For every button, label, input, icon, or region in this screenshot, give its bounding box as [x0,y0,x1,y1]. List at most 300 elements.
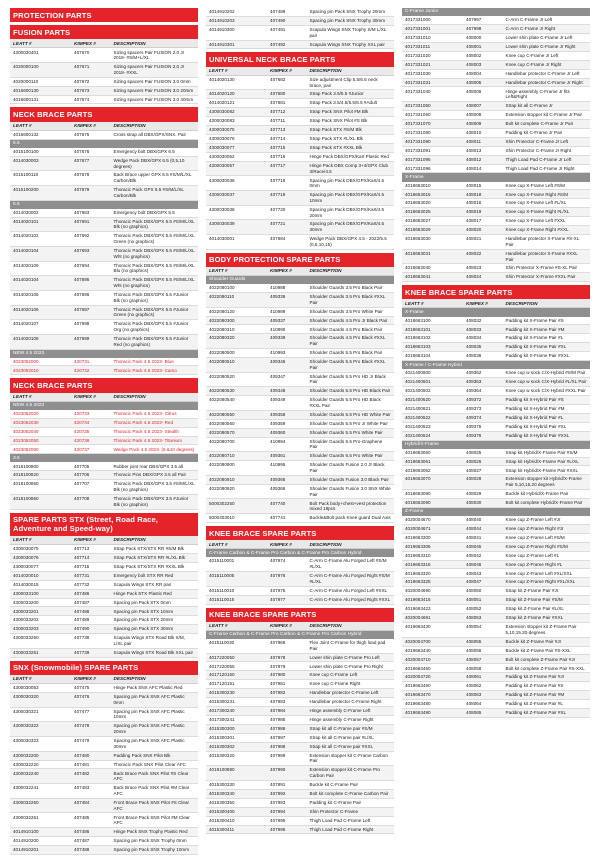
table-row [10,813,198,828]
leatt-cell: 4015110005 [209,573,235,579]
description-cell: Thigh Load Pad C-Frame Jr Right [505,165,575,171]
kimpex-cell: 407480 [74,752,90,758]
description-cell: Shoulder Guards 5.5 Pro Jr White Pair [309,420,388,426]
table-row [206,162,394,177]
table-row [206,26,394,41]
kimpex-cell: 408035 [466,344,482,350]
description-cell: Cross strap all DBX/GPX/SNX. Pair [113,131,186,137]
table-row [402,138,590,147]
table-row [402,16,590,25]
kimpex-cell: 407732 [74,581,90,587]
leatt-cell: 4022080530 [209,388,235,394]
kimpex-cell: 407714 [270,136,286,142]
description-cell: Spacing pin Pack SNX AFC Plastic 10mm [113,708,185,720]
leatt-cell: 4017331000 [405,17,431,23]
table-row [10,693,198,708]
kimpex-cell: 407976 [270,573,286,579]
kimpex-cell: 407974 [270,558,286,564]
kimpex-cell: 407992 [270,790,286,796]
leatt-cell: 4300033203 [13,626,39,632]
kimpex-cell: 407713 [270,127,286,133]
table-row [10,276,198,291]
kimpex-cell: 408006 [466,88,482,94]
description-cell: Thigh Load Pad C-Frame Left [309,817,371,823]
table-row [402,165,590,174]
description-cell: Shoulder Guards 5.5 Pro HD Black Pair [309,388,391,394]
leatt-cell: 4015300340 [209,790,235,796]
description-column-header: DESCRIPTION [113,676,146,682]
kimpex-cell: 408010 [466,129,482,135]
table-row [206,698,394,707]
kimpex-cell: 410989 [270,308,286,314]
table-row [206,420,394,429]
leatt-cell: 4300033250 [13,635,39,641]
kimpex-cell: 407982 [270,690,286,696]
leatt-cell: 4018663040 [405,265,431,271]
kimpex-cell: 407996 [270,826,286,832]
kimpex-cell: 407983 [270,699,286,705]
kimpex-cell: 409364 [466,388,482,394]
table-row [10,48,198,63]
kimpex-cell: 408002 [466,52,482,58]
kimpex-cell: 407492 [270,41,286,47]
kimpex-cell: 407486 [74,590,90,596]
kimpex-column-header: KIMPEX # [74,40,96,46]
table-row [10,366,198,375]
leatt-cell: 4015300411 [209,826,235,832]
leatt-column-header: LEATT # [209,68,228,74]
table-row [10,471,198,480]
kimpex-cell: 407696 [74,291,90,297]
table-row [402,250,590,265]
description-cell: Spacing pin Pack STX 20mm [113,617,174,623]
kimpex-cell: 408034 [466,335,482,341]
table-row [402,25,590,34]
description-cell: Emergency bolt DBX/GPX 6.5 [113,148,175,154]
description-cell: Strap kit Hybrid/X-Frame Pair #S/M [505,449,578,455]
leatt-cell: 4300030083 [209,118,235,124]
description-cell: Strap Pack 3.5/5.5 #Junior [309,91,364,97]
kimpex-cell: 407998 [466,26,482,32]
kimpex-cell: 407706 [74,472,90,478]
table-row [402,156,590,165]
kimpex-cell: 407485 [74,814,90,820]
leatt-cell: 4300030075 [13,546,39,552]
leatt-cell: 4014910200 [13,838,39,844]
table-row [402,325,590,334]
description-cell: Spacing pin Pack SNX Trophy 0mm [113,838,187,844]
leatt-cell: 4017331001 [405,26,431,32]
table-row [206,452,394,461]
leatt-cell: 4023052030 [13,419,39,425]
leatt-cell: 4018663100 [405,317,431,323]
kimpex-cell: 408042 [466,552,482,558]
description-cell: Buckle&Bolt pack Knee guard Dual Axis [309,515,391,521]
description-cell: Strap Pack STX #XXL Blk [309,145,363,150]
table-row [206,438,394,453]
table-row [402,700,590,709]
leatt-cell: 4300030320 [13,694,39,700]
table-row [10,171,198,186]
leatt-cell: 4014020121 [209,100,235,106]
table-row [402,87,590,102]
leatt-cell: 5000302250 [209,500,235,506]
kimpex-cell: 407675 [74,131,90,137]
kimpex-cell: 408025 [466,449,482,455]
table-row [10,599,198,608]
table-row [402,614,590,623]
leatt-cell: 4022080920 [209,485,235,491]
kimpex-cell: 407487 [74,599,90,605]
leatt-cell: 4300032240 [13,770,39,776]
kimpex-cell: 408036 [466,353,482,359]
kimpex-column-header: KIMPEX # [466,300,488,306]
leatt-cell: 4300030077 [209,145,235,150]
kimpex-cell: 410993 [270,350,286,356]
leatt-cell: 4017331030 [405,70,431,76]
kimpex-cell: 408044 [466,525,482,531]
description-cell: Hinge assembly C-Frame Right [309,717,374,723]
table-row [10,96,198,105]
leatt-cell: 4300030037 [209,192,235,198]
description-cell: Padding kit Z-Frame Pair #Jr [505,674,565,680]
description-cell: Knee cup X-Frame Right #L/XL [505,209,570,215]
kimpex-cell: 407714 [74,554,90,560]
kimpex-cell: 408004 [466,70,482,76]
kimpex-column-header: KIMPEX # [74,676,96,682]
leatt-cell: 4020000100 [13,64,39,70]
leatt-cell: 4017220050 [209,654,235,660]
kimpex-cell: 408027 [466,467,482,473]
table-row [402,199,590,208]
description-cell: Thoracic Pack DBX/GPX 5.5 #S/M/L/XL Wht (no graphics) [113,248,195,259]
table-row [10,752,198,761]
description-cell: Padding kit C-Frame Jr Pair [505,129,563,135]
leatt-cell: 4017120151 [209,681,235,687]
description-cell: Scapula Wings SNX Trophy XXL pair [309,41,385,47]
description-cell: Extension stopper kit C-Frame Carbon Pair [309,752,388,764]
description-cell: Shoulder Guards 5.5 Pro White Pair [309,429,383,435]
leatt-cell: 4017300241 [209,717,235,723]
subsection-header: C-Frame Carbon & C-Frame Pro Carbon & C-Frame Pro Carbon Hybrid [206,631,394,639]
leatt-column-header: LEATT # [13,123,32,129]
table-row [10,157,198,172]
table-row [402,396,590,405]
leatt-cell: 4016600130 [13,87,39,93]
leatt-cell: 4022080300 [209,317,235,323]
table-row [402,378,590,387]
leatt-cell: 4014020106 [13,306,39,312]
table-row [402,638,590,647]
leatt-cell: 4020004690 [405,588,431,594]
kimpex-cell: 407484 [74,799,90,805]
leatt-column-header: LEATT # [209,268,228,274]
kimpex-cell: 420735 [74,428,90,434]
description-cell: Thoracic Pack DBX/GPX 5.5 #Junior Red (no graphics) [113,335,189,347]
table-row [402,34,590,43]
kimpex-cell: 408018 [466,191,482,197]
description-cell: Hinge assembly C-Frame Jr fits Left&Right [505,88,570,100]
kimpex-cell: 407975 [270,587,286,593]
kimpex-cell: 408026 [466,458,482,464]
kimpex-column-header: KIMPEX # [270,541,292,547]
kimpex-cell: 409362 [466,370,482,376]
kimpex-cell: 407482 [74,770,90,776]
kimpex-cell: 407989 [270,752,286,758]
description-cell: Strap Pack SNX Pilot #M Blk [309,109,369,115]
kimpex-cell: 408017 [466,218,482,224]
description-column-header: DESCRIPTION [309,541,342,547]
description-cell: Shoulder Guards 5.5 Pro Black Pair [309,350,383,356]
table-row [402,655,590,664]
leatt-column-header: LEATT # [209,623,228,629]
kimpex-cell: 407677 [74,157,90,163]
table-row [10,232,198,247]
description-cell: Spacing pin Pack SNX Trophy 10mm [113,847,190,853]
leatt-cell: 4300033201 [13,608,39,614]
leatt-cell: 4018663015 [405,191,431,197]
description-cell: Knee cup C-Frame Right [309,681,361,687]
column-header-row [402,299,590,308]
description-cell: Strap Pack STX/STX RR #S/M Blk [113,546,184,552]
kimpex-cell: 408040 [466,517,482,523]
description-cell: Sizing spacers Pair FUSION 3.0 20mm [113,87,194,93]
kimpex-cell: 409366 [270,485,286,491]
description-cell: Strap Pack STX #S/M Blk [309,127,362,133]
leatt-cell: 4022080510 [209,359,235,365]
leatt-cell: 4014020102 [13,233,39,239]
table-row [402,190,590,199]
table-row [10,78,198,87]
table-row [206,485,394,500]
table-row [10,131,198,140]
table-row [10,616,198,625]
section-header: FUSION PARTS [10,25,198,39]
leatt-cell: 4020004700 [405,638,431,644]
leatt-cell: 4300032251 [13,814,39,820]
kimpex-cell: 407715 [270,145,286,150]
kimpex-column-header: KIMPEX # [270,623,292,629]
leatt-cell: 4015100100 [13,148,39,154]
leatt-cell: 4021400623 [405,423,431,429]
kimpex-cell: 409360 [270,429,286,435]
description-cell: Extension stopper kit Z-Frame Pair 5,10,15,20-degrees [505,624,577,635]
kimpex-cell: 408022 [466,250,482,256]
subsection-header: X-Frame [402,173,590,181]
table-row [206,153,394,162]
kimpex-cell: 420732 [74,367,90,373]
kimpex-cell: 407476 [74,694,90,700]
kimpex-cell: 407715 [74,563,90,569]
table-row [402,552,590,561]
table-row [10,737,198,752]
table-row [402,217,590,226]
kimpex-cell: 407697 [74,306,90,312]
description-cell: Spacing pin Pack SNX Trophy 20mm [309,9,386,15]
table-row [402,475,590,490]
leatt-column-header: LEATT # [13,676,32,682]
table-row [206,325,394,334]
description-cell: Strap kit Z-Frame Pair #XXL [505,615,564,621]
description-cell: Knee cup w sock C/X-Hybrid #XXL Pair [505,388,586,394]
description-cell: Knee cup Z-Frame Right #S/M [505,543,568,549]
kimpex-cell: 409359 [270,420,286,426]
description-cell: Spacing pin Pack SNX AFC Plastic 30mm [113,738,185,749]
leatt-cell: 4016600132 [13,131,39,137]
kimpex-cell: 408050 [466,588,482,594]
description-cell: Thigh Load Pad C-Frame Right [309,826,374,832]
kimpex-cell: 408065 [466,710,482,716]
leatt-cell: 4300030075 [209,127,235,133]
leatt-cell: 4022080540 [209,397,235,403]
table-row [402,226,590,235]
kimpex-cell: 408047 [466,579,482,585]
leatt-cell: 4022080710 [209,453,235,459]
description-cell: Scapula Wings STX RR pair [113,581,172,587]
column-header-row [10,39,198,48]
leatt-cell: 4300033200 [13,599,39,605]
table-row [206,781,394,790]
leatt-cell: 4015300350 [209,799,235,805]
kimpex-cell: 408033 [466,326,482,332]
leatt-cell: 4023052020 [13,410,39,416]
table-row [10,708,198,723]
subsection-header: X-Frame / C-Frame Hybrid [402,361,590,369]
kimpex-cell: 408029 [466,491,482,497]
kimpex-cell: 407699 [74,335,90,341]
kimpex-cell: 408051 [466,597,482,603]
description-cell: Extension stopper kit C-Frame Pro Carbon Pair [309,767,380,779]
table-row [206,206,394,221]
kimpex-cell: 407671 [74,64,90,70]
table-row [10,837,198,846]
table-row [402,182,590,191]
section-header: UNIVERSAL NECK BRACE PARTS [206,52,394,66]
kimpex-cell: 409372 [466,397,482,403]
kimpex-cell: 407711 [270,118,286,124]
description-cell: Bolt kit complete Z-Frame Pair #Jr [505,656,576,662]
description-cell: Thoracic Pack 4.5 2023- Red [113,419,173,425]
table-row [402,605,590,614]
table-row [402,423,590,432]
leatt-cell: 4020004670 [405,517,431,523]
leatt-cell: 4300032200 [13,752,39,758]
leatt-cell: 4019663325 [405,579,431,585]
description-cell: Knee cup X-Frame Left #S/M [505,182,565,188]
description-cell: Thoracic Pack DBX/GPX 5.5 #Junior Org (no graphics) [113,321,189,333]
table-row [206,587,394,596]
kimpex-cell: 408011 [466,138,482,144]
description-cell: Shin Protector X-Frame #S-XL Pair [505,265,578,271]
description-cell: Lower shin plate C-Frame Jr Right [505,43,576,49]
description-cell: Extension stopper kit C-Frame Jr Pair [505,112,583,118]
description-cell: Shoulder Guards Fusion 3.0 SNX White Pair [309,485,391,497]
leatt-cell: 4018663010 [405,182,431,188]
table-row [206,349,394,358]
kimpex-cell: 409346 [270,359,286,365]
column-header-row [10,393,198,402]
kimpex-cell: 407490 [74,626,90,632]
kimpex-cell: 410988 [270,285,286,291]
table-row [402,264,590,273]
description-cell: Spacing pin Pack STX 0mm [113,599,171,605]
leatt-cell: 4018663027 [405,218,431,224]
leatt-cell: 4014020010 [13,572,39,578]
kimpex-cell: 407740 [270,500,286,506]
leatt-cell: 4015300230 [209,690,235,696]
column-header-row [206,67,394,76]
kimpex-cell: 408063 [466,692,482,698]
subsection-header: Z-Frame [402,508,590,516]
table-row [402,129,590,138]
leatt-cell: 4019663460 [405,683,431,689]
kimpex-cell: 407978 [270,654,286,660]
kimpex-column-header: KIMPEX # [74,123,96,129]
table-row [402,596,590,605]
leatt-column-header: LEATT # [13,394,32,400]
table-row [206,639,394,654]
table-row [206,176,394,191]
kimpex-cell: 407718 [270,177,286,183]
leatt-cell: 4017331021 [405,61,431,67]
leatt-cell: 4300030076 [209,136,235,142]
kimpex-cell: 408056 [466,647,482,653]
leatt-cell: 4020004671 [405,525,431,531]
kimpex-cell: 407679 [74,187,90,193]
description-cell: Spacing pin Pack SNX Trophy 30mm [309,18,386,24]
table-row [10,209,198,218]
leatt-cell: 4017331031 [405,79,431,85]
table-row [402,317,590,326]
kimpex-cell: 410994 [270,438,286,444]
leatt-cell: 4022080570 [209,429,235,435]
description-cell: Scapula Wings STX Road Blk S/M, L/XL pair [113,635,185,647]
kimpex-cell: 409349 [270,397,286,403]
description-cell: Buckle kit Hybrid/X-Frame Pair [505,491,569,497]
table-row [10,437,198,446]
leatt-cell: 4020004710 [405,656,431,662]
catalog-column [402,8,590,855]
description-column-header: DESCRIPTION [113,40,146,46]
table-row [206,235,394,250]
column-header-row [10,122,198,131]
leatt-cell: 4018100860 [13,496,39,501]
description-cell: Knee cup Z-Frame Right #XL/XXL [505,579,576,585]
table-row [402,682,590,691]
leatt-cell: 4300030076 [13,554,39,560]
leatt-cell: 4019663062 [405,467,431,473]
description-cell: Strap kit Z-Frame Pair #Jr [505,588,559,594]
leatt-cell: 4022080110 [209,294,235,300]
kimpex-cell: 407684 [270,236,286,242]
description-cell: Spacing pin Pack DBX/GPX/Kart/4.5 30mm [309,221,385,233]
subsection-header: 5.5 [10,201,198,209]
leatt-cell: 4021400602 [405,388,431,394]
kimpex-cell: 408019 [466,209,482,215]
description-cell: Hinge Pack DBX Comp 3+4/GPX Club 3/Race/4.5 [309,162,389,174]
table-row [206,99,394,108]
description-cell: Knee cup w sock C/X-Hybrid #L/XL Pair [505,379,587,385]
leatt-cell: 4017331090 [405,138,431,144]
table-row [206,76,394,91]
leatt-cell: 4015110030 [209,639,235,645]
description-cell: Knee cup Z-Frame Left #Jr [505,517,561,523]
table-row [206,387,394,396]
leatt-cell: 4019663305 [405,543,431,549]
section-header: BODY PROTECTION SPARE PARTS [206,253,394,267]
kimpex-cell: 407670 [74,49,90,55]
table-row [206,126,394,135]
